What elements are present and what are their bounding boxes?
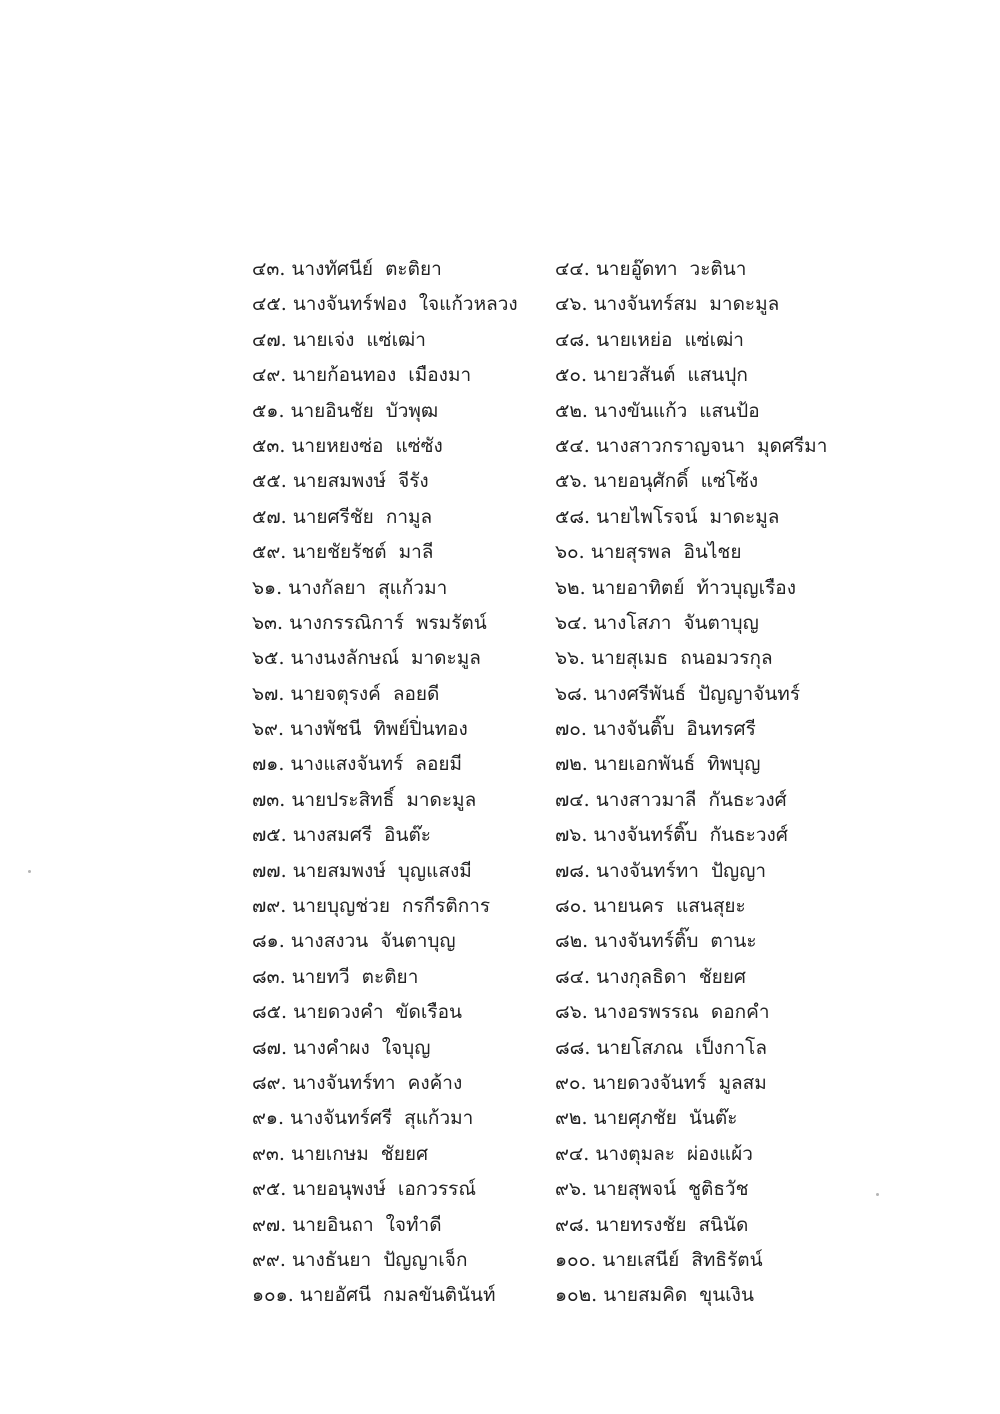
family-name: ใจบุญ [381,1036,431,1059]
entry-number: ๘๖. [555,1001,588,1024]
family-name: แสนสุยะ [676,895,746,918]
entry-number: ๔๗. [252,328,287,351]
name-entry-right [555,535,741,570]
list-row [0,252,1000,287]
entry-number: ๕๙. [252,541,287,564]
name-entry-right [555,1101,737,1136]
entry-number: ๖๓. [252,611,284,634]
given-name: นางแสงจันทร์ [290,753,404,776]
entry-number: ๕๒. [555,399,588,422]
list-row [0,323,1000,358]
list-row [0,960,1000,995]
family-name: แซ่เฒ่า [366,328,426,351]
given-name: นางคำผง [293,1036,370,1059]
given-name: นายหยงซ่อ [291,434,384,457]
list-row [0,287,1000,322]
given-name: นายโสภณ [596,1036,684,1059]
list-row [0,889,1000,924]
entry-number: ๔๕. [252,293,287,316]
given-name: นายเกษม [290,1142,369,1165]
name-entry-left [252,606,487,641]
name-entry-right [555,394,760,429]
list-row [0,1101,1000,1136]
entry-number: ๕๑. [252,399,285,422]
given-name: นางจันทร์ทา [292,1071,396,1094]
list-row [0,429,1000,464]
family-name: แซ่เฒ่า [684,328,744,351]
name-entry-left [252,1137,428,1172]
name-entry-left [252,394,438,429]
given-name: นายจตุรงค์ [290,682,381,705]
family-name: กันธะวงศ์ [709,824,788,847]
family-name: เป็งกาโล [695,1036,767,1059]
entry-number: ๙๖. [555,1178,588,1201]
given-name: นายเจ่ง [292,328,355,351]
family-name: ผ่องแผ้ว [687,1142,753,1165]
given-name: นายอู๊ดทา [595,258,678,280]
name-entry-left [252,535,433,570]
list-row [0,712,1000,747]
name-entry-right [555,924,757,959]
entry-number: ๗๕. [252,824,287,847]
family-name: สิทธิรัตน์ [691,1248,763,1271]
name-entry-left [252,1278,496,1313]
entry-number: ๙๐. [555,1071,587,1094]
entry-number: ๔๓. [252,258,286,280]
family-name: ตานะ [710,930,757,953]
entry-number: ๙๔. [555,1142,590,1165]
list-row [0,1066,1000,1101]
family-name: ถนอมวรกุล [680,647,773,670]
name-entry-left [252,747,462,782]
family-name: ขุนเงิน [699,1284,754,1307]
name-entry-left [252,889,490,924]
family-name: มูลสม [718,1071,767,1094]
list-row [0,747,1000,782]
given-name: นายสมพงษ์ [292,470,387,493]
given-name: นายนคร [593,895,664,918]
list-row [0,854,1000,889]
name-entry-right [555,287,779,322]
family-name: คงค้าง [407,1071,463,1094]
entry-number: ๖๙. [252,718,285,741]
entry-number: ๙๙. [252,1248,286,1271]
given-name: นางจันทร์ศรี [290,1107,393,1130]
list-row [0,1208,1000,1243]
family-name: มาดะมูล [709,505,780,528]
entry-number: ๖๔. [555,611,588,634]
entry-number: ๑๐๒. [555,1284,598,1307]
given-name: นางศรีพันธ์ [593,682,687,705]
given-name: นางตุมละ [595,1142,675,1165]
name-entry-left [252,500,432,535]
list-row [0,677,1000,712]
name-entry-right [555,712,756,747]
given-name: นายเหย่อ [596,328,673,351]
entry-number: ๕๕. [252,470,287,493]
given-name: นายดวงจันทร์ [592,1071,707,1094]
name-entry-left [252,252,442,287]
family-name: ชัยยศ [698,965,746,988]
entry-number: ๔๔. [555,258,590,280]
name-entry-left [252,323,426,358]
family-name: ชูติธวัช [688,1178,749,1201]
entry-number: ๑๐๐. [555,1248,597,1271]
entry-number: ๖๘. [555,682,588,705]
name-entry-right [555,641,773,676]
given-name: นางอรพรรณ [593,1001,699,1024]
entry-number: ๖๗. [252,682,285,705]
given-name: นายสมพงษ์ [292,859,386,882]
family-name: ตะติยา [385,258,442,280]
entry-number: ๙๗. [252,1213,287,1236]
entry-number: ๘๒. [555,930,589,953]
given-name: นางสมศรี [292,824,373,847]
family-name: ลอยมี [415,753,463,776]
family-name: ทิพย์ปิ่นทอง [373,718,468,741]
entry-number: ๘๗. [252,1036,287,1059]
family-name: เมืองมา [408,364,472,387]
family-name: ใจทำดี [385,1213,442,1236]
family-name: สุแก้วมา [378,576,448,599]
family-name: วะตินา [689,258,747,280]
name-entry-left [252,1066,462,1101]
name-entry-left [252,1101,473,1136]
family-name: กรกีรติการ [402,895,491,918]
entry-number: ๗๔. [555,788,590,811]
list-row [0,535,1000,570]
family-name: จีรัง [398,470,429,493]
name-entry-right [555,1031,767,1066]
name-entry-left [252,783,476,818]
family-name: บัวพุฒ [385,399,439,422]
family-name: ตะติยา [361,965,419,988]
list-row [0,1031,1000,1066]
entry-number: ๗๙. [252,895,287,918]
name-entry-left [252,995,462,1030]
given-name: นายสมคิด [603,1284,688,1307]
given-name: นางจันทร์ฟอง [292,293,407,316]
name-entry-right [555,889,746,924]
entry-number: ๙๒. [555,1107,588,1130]
given-name: นางนงลักษณ์ [290,647,399,670]
entry-number: ๘๙. [252,1071,287,1094]
list-row [0,924,1000,959]
name-entry-left [252,1243,467,1278]
entry-number: ๘๐. [555,895,588,918]
name-entry-right [555,500,779,535]
given-name: นางกุลธิดา [596,965,687,988]
family-name: แซ่ซัง [395,434,443,457]
name-entry-right [555,854,766,889]
entry-number: ๕๗. [252,505,287,528]
name-entry-left [252,641,481,676]
name-entry-right [555,677,800,712]
name-entry-left [252,1208,442,1243]
name-entry-left [252,960,418,995]
name-entry-left [252,677,439,712]
name-entry-right [555,358,748,393]
given-name: นางสาวมาลี [595,788,697,811]
list-row [0,1243,1000,1278]
name-entry-right [555,252,746,287]
family-name: นันต๊ะ [688,1107,738,1130]
list-row [0,783,1000,818]
list-row [0,358,1000,393]
name-entry-left [252,1172,476,1207]
list-row [0,464,1000,499]
family-name: ชัยยศ [380,1142,429,1165]
family-name: กมลขันตินันท์ [383,1284,496,1307]
family-name: จันตาบุญ [683,611,759,634]
given-name: นายชัยรัชต์ [292,541,387,564]
given-name: นายอาทิตย์ [591,576,685,599]
entry-number: ๖๒. [555,576,586,599]
name-entry-left [252,924,456,959]
family-name: มาดะมูล [406,788,477,811]
given-name: นายอนุพงษ์ [292,1178,386,1201]
given-name: นายวสันต์ [593,364,676,387]
entry-number: ๙๕. [252,1178,287,1201]
name-entry-right [555,783,787,818]
entry-number: ๗๘. [555,859,590,882]
name-entry-right [555,1172,748,1207]
family-name: ท้าวบุญเรือง [696,576,796,599]
name-entry-right [555,1243,763,1278]
family-name: ปัญญา [710,859,767,882]
list-row [0,606,1000,641]
given-name: นางจันทร์ทา [596,859,699,882]
family-name: สุแก้วมา [404,1107,474,1130]
given-name: นายสุเมธ [591,647,669,670]
family-name: พรมรัตน์ [415,611,487,634]
entry-number: ๖๕. [252,647,285,670]
family-name: จันตาบุญ [380,930,456,953]
name-entry-right [555,1137,753,1172]
entry-number: ๔๙. [252,364,287,387]
name-entry-right [555,1066,767,1101]
given-name: นางทัศนีย์ [291,258,374,280]
name-entry-right [555,571,796,606]
family-name: มาดะมูล [410,647,481,670]
given-name: นางธันยา [291,1248,372,1271]
entry-number: ๗๑. [252,753,285,776]
entry-number: ๕๖. [555,470,588,493]
name-entry-left [252,818,431,853]
entry-number: ๖๐. [555,541,585,564]
name-entry-right [555,747,760,782]
given-name: นางพัชนี [290,718,362,741]
given-name: นางสาวกราญจนา [595,434,746,457]
entry-number: ๔๘. [555,328,591,351]
entry-number: ๕๔. [555,434,590,457]
family-name: ลอยดี [392,682,440,705]
family-name: แสนป้อ [699,399,760,422]
family-name: สนินัด [698,1213,749,1236]
given-name: นายศรีชัย [292,505,374,528]
given-name: นายอินชัย [290,399,374,422]
given-name: นายดวงคำ [293,1001,384,1024]
given-name: นายไพโรจน์ [596,505,698,528]
name-entry-right [555,606,759,641]
family-name: มุดศรีมา [757,434,828,457]
name-entry-left [252,571,447,606]
given-name: นางขันแก้ว [593,399,688,422]
given-name: นางโสภา [593,611,672,634]
family-name: อินต๊ะ [384,824,431,847]
family-name: ปัญญาจันทร์ [698,682,801,705]
list-row [0,394,1000,429]
given-name: นางจันทร์สม [593,293,698,316]
given-name: นายอินถา [292,1213,374,1236]
given-name: นายศุภชัย [593,1107,677,1130]
name-entry-right [555,429,827,464]
given-name: นางจันติ๊บ [592,718,675,741]
family-name: ขัดเรือน [395,1001,462,1024]
list-row [0,1137,1000,1172]
family-name: ใจแก้วหลวง [418,293,518,316]
entry-number: ๘๔. [555,965,591,988]
entry-number: ๖๑. [252,576,283,599]
name-entry-left [252,429,443,464]
entry-number: ๖๖. [555,647,586,670]
name-entry-left [252,712,468,747]
name-entry-right [555,323,744,358]
list-row [0,1172,1000,1207]
name-list [0,252,1000,1314]
family-name: แซ่โซ้ง [700,470,759,493]
given-name: นายทวี [291,965,350,988]
name-entry-left [252,1031,430,1066]
name-entry-left [252,358,471,393]
name-entry-left [252,854,472,889]
entry-number: ๗๒. [555,753,588,776]
family-name: กามูล [385,505,433,528]
family-name: เอกวรรณ์ [397,1178,476,1201]
family-name: กันธะวงศ์ [708,788,787,811]
list-row [0,1278,1000,1313]
name-entry-right [555,464,758,499]
entry-number: ๘๓. [252,965,286,988]
list-row [0,818,1000,853]
entry-number: ๗๖. [555,824,588,847]
entry-number: ๗๐. [555,718,587,741]
list-row [0,500,1000,535]
given-name: นายประสิทธิ์ [291,788,395,811]
name-entry-right [555,818,788,853]
given-name: นายอัศนี [299,1284,372,1307]
family-name: มาลี [398,541,434,564]
given-name: นายอนุศักดิ์ [593,470,689,493]
list-row [0,995,1000,1030]
given-name: นางจันทร์ติ๊บ [594,930,699,953]
family-name: ทิพบุญ [707,753,761,776]
given-name: นายสุรพล [590,541,672,564]
family-name: แสนปุก [687,364,748,387]
family-name: อินทรศรี [686,718,756,741]
list-row [0,571,1000,606]
entry-number: ๗๗. [252,859,287,882]
name-entry-right [555,995,770,1030]
entry-number: ๙๓. [252,1142,285,1165]
entry-number: ๘๑. [252,930,285,953]
family-name: มาดะมูล [709,293,780,316]
family-name: ปัญญาเจ็ก [383,1248,468,1271]
given-name: นายบุญช่วย [292,895,390,918]
entry-number: ๑๐๑. [252,1284,294,1307]
family-name: ดอกคำ [710,1001,770,1024]
name-entry-left [252,464,429,499]
given-name: นายเสนีย์ [602,1248,680,1271]
entry-number: ๕๓. [252,434,286,457]
scan-speck [876,1193,879,1196]
entry-number: ๘๕. [252,1001,288,1024]
entry-number: ๔๖. [555,293,588,316]
scan-speck [28,870,31,873]
given-name: นายสุพจน์ [593,1178,677,1201]
entry-number: ๘๘. [555,1036,591,1059]
entry-number: ๕๘. [555,505,591,528]
given-name: นายทรงชัย [595,1213,687,1236]
family-name: บุญแสงมี [397,859,472,882]
entry-number: ๙๑. [252,1107,285,1130]
given-name: นายก้อนทอง [292,364,397,387]
entry-number: ๙๘. [555,1213,590,1236]
given-name: นางสงวน [290,930,369,953]
list-row [0,641,1000,676]
given-name: นายเอกพันธ์ [593,753,696,776]
entry-number: ๗๓. [252,788,286,811]
family-name: อินไชย [683,541,742,564]
name-entry-right [555,960,746,995]
given-name: นางกัลยา [288,576,367,599]
given-name: นางกรรณิการ์ [289,611,404,634]
name-entry-right [555,1278,754,1313]
given-name: นางจันทร์ติ๊บ [593,824,698,847]
name-entry-left [252,287,518,322]
name-entry-right [555,1208,748,1243]
entry-number: ๕๐. [555,364,588,387]
